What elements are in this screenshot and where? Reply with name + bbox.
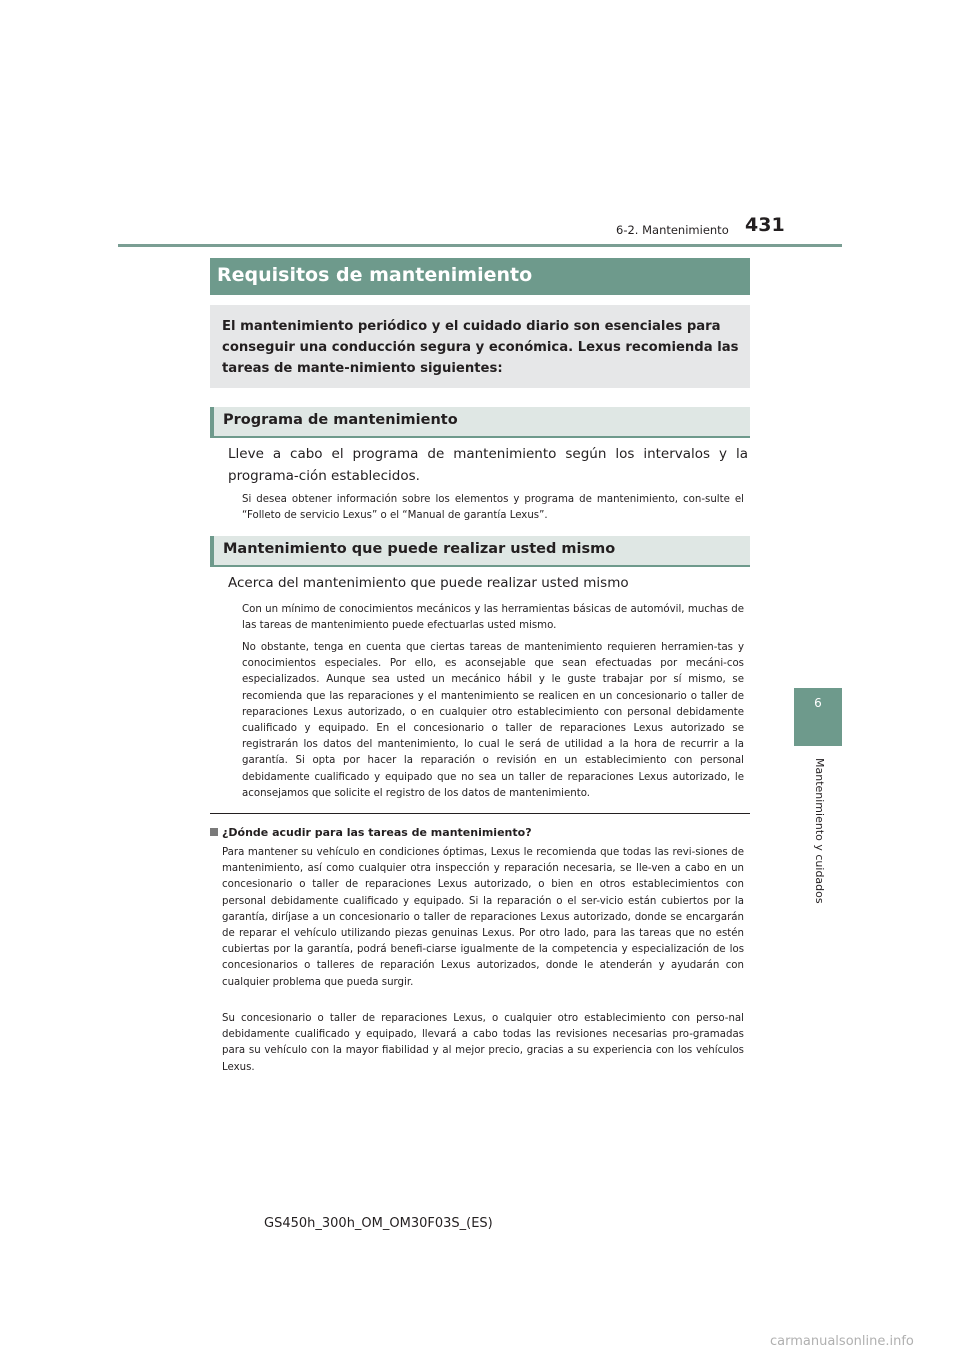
header-rule bbox=[118, 244, 842, 247]
subheading-text: Mantenimiento que puede realizar usted mismo bbox=[223, 541, 616, 557]
self-maintenance-para-2: No obstante, tenga en cuenta que ciertas tareas de mantenimiento requieren herramien-tas y conocimientos especiales. Por ello, es aconsejable que sean efectuadas por mecáni-cos especializados. Aunque sea usted un mecánico hábil y le guste trabajar por sí mismo, se recomienda que las reparaciones y el mantenimiento se realicen en un concesionario o taller de reparaciones Lexus autorizado, o en cualquier otro establecimiento con personal debidamente cualificado y equipado. En el concesionario o taller de reparaciones Lexus autorizado se registrarán los datos del mantenimiento, lo cual le será de utilidad a la hora de recurrir a la garantía. Si opta por hacer la reparación o revisión en un establecimiento con personal debidamente cualificado y equipado que no sea un taller de reparaciones Lexus autorizado, le aconsejamos que solicite el registro de los datos de mantenimiento. bbox=[242, 642, 744, 799]
page-number: 431 bbox=[745, 214, 785, 236]
note-para-1: Para mantener su vehículo en condiciones óptimas, Lexus le recomienda que todas las revi-siones de mantenimiento, así como cualquier otra inspección y reparación necesaria, se lle-ven a cabo en un concesionario o taller de reparaciones Lexus autorizado, o bien en otros establecimientos con personal debidamente cualificado y equipado. Si la reparación o el ser-vicio están cubiertos por la garantía, diríjase a un concesionario o taller de reparaciones Lexus autorizado, donde se encargarán de reparar el vehículo utilizando piezas genuinas Lexus. Por otro lado, para las tareas que no estén cubiertas por la garantía, podrá benefi-ciarse igualmente de la competencia y especialización de los concesionarios o talleres de reparación Lexus autorizados, donde le atenderán y ayudarán con cualquier problema que pueda surgir. bbox=[222, 847, 744, 988]
intro-text: El mantenimiento periódico y el cuidado diario son esenciales para conseguir una conducción segura y económica. Lexus recomienda las tareas de mante-nimiento siguientes: bbox=[222, 319, 739, 376]
chapter-tab bbox=[794, 688, 842, 746]
note-para-2: Su concesionario o taller de reparaciones Lexus, o cualquier otro establecimiento con perso-nal debidamente cualificado y equipado, llevará a cabo todas las revisiones necesarias pro-gramadas para su vehículo con la mayor fiabilidad y al mejor precio, gracias a su experiencia con los vehículos Lexus. bbox=[222, 1013, 744, 1073]
maintenance-program-note: Si desea obtener información sobre los elementos y programa de mantenimiento, con-sulte el “Folleto de servicio Lexus” o el “Manual de garantía Lexus”. bbox=[242, 494, 744, 522]
watermark: carmanualsonline.info bbox=[770, 1334, 914, 1349]
subheading-maintenance-program bbox=[210, 407, 750, 438]
note-heading-text: ¿Dónde acudir para las tareas de mantenimiento? bbox=[222, 826, 532, 839]
self-maintenance-body: Acerca del mantenimiento que puede realizar usted mismo bbox=[228, 575, 629, 591]
subheading-text: Programa de mantenimiento bbox=[223, 412, 458, 428]
maintenance-program-body: Lleve a cabo el programa de mantenimiento según los intervalos y la programa-ción establecidos. bbox=[228, 446, 748, 484]
chapter-number: 6 bbox=[814, 696, 822, 710]
section-header: 6-2. Mantenimiento bbox=[616, 223, 729, 237]
subheading-self-maintenance bbox=[210, 536, 750, 567]
page-title-bar bbox=[210, 258, 750, 295]
intro-box bbox=[210, 305, 750, 388]
note-heading bbox=[210, 826, 532, 839]
document-code: GS450h_300h_OM_OM30F03S_(ES) bbox=[264, 1216, 493, 1231]
separator-rule bbox=[210, 813, 750, 814]
chapter-label: Mantenimiento y cuidados bbox=[813, 758, 826, 904]
self-maintenance-para-1: Con un mínimo de conocimientos mecánicos y las herramientas básicas de automóvil, muchas de las tareas de mantenimiento puede efectuarlas usted mismo. bbox=[242, 604, 744, 632]
page-title: Requisitos de mantenimiento bbox=[217, 264, 533, 286]
square-bullet-icon bbox=[210, 828, 218, 836]
